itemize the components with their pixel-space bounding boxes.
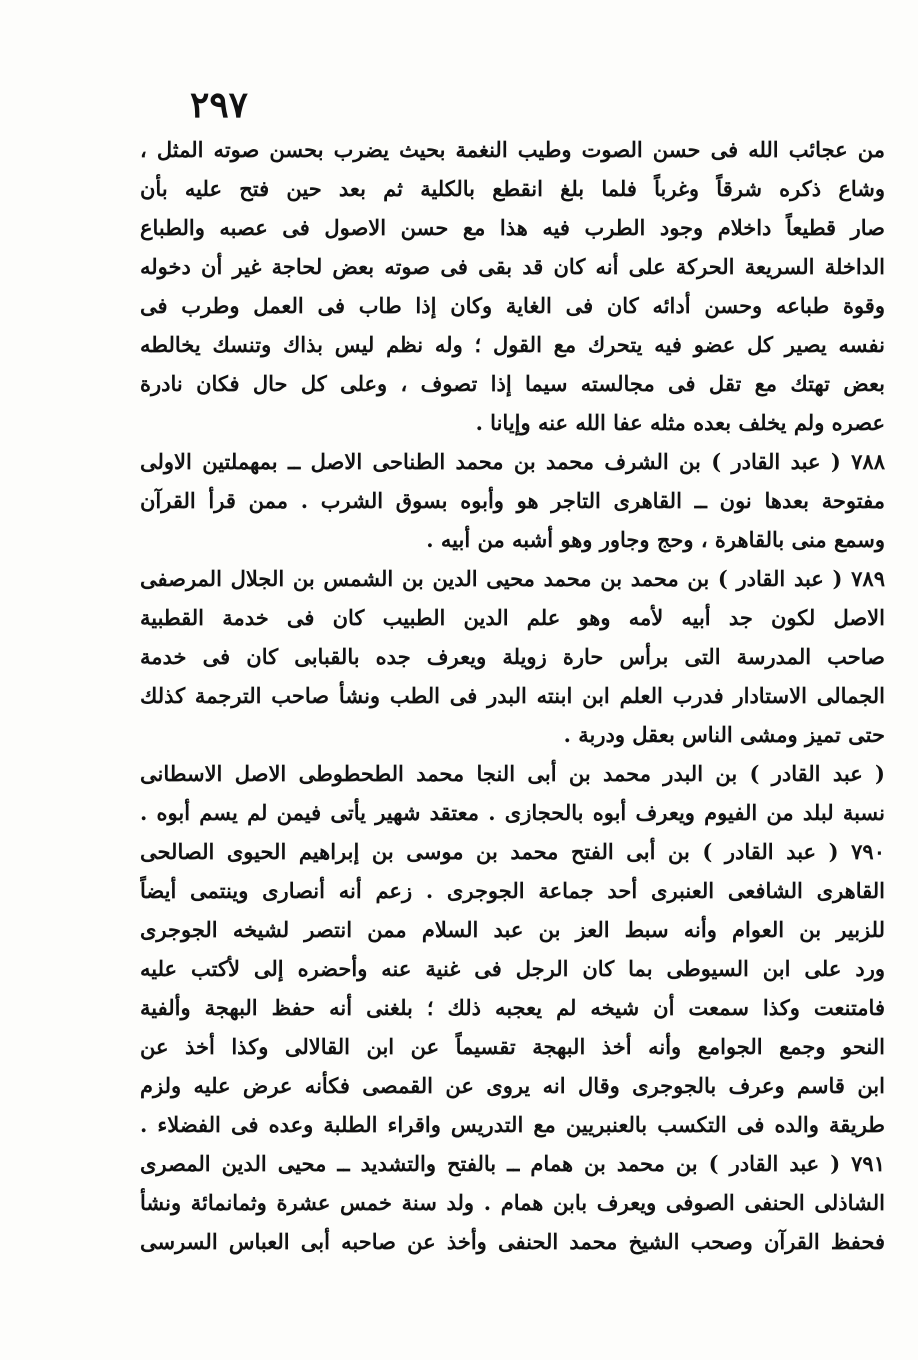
text-line: فحفظ القرآن وصحب الشيخ محمد الحنفى وأخذ عن صاحبه أبى العباس السرسى: [140, 1229, 885, 1254]
entry-790-line: ٧٩٠ ( عبد القادر ) بن أبى الفتح محمد بن موسى بن إبراهيم الحيوى الصالحى: [140, 839, 885, 864]
text-line: وسمع منى بالقاهرة ، وحج وجاور وهو أشبه من أبيه .: [426, 527, 885, 552]
page-number: ٢٩٧: [190, 84, 249, 126]
text-line: الجمالى الاستادار فدرب العلم ابن ابنته البدر فى الطب ونشأ صاحب الترجمة كذلك: [140, 683, 885, 708]
text-line: القاهرى الشافعى العنبرى أحد جماعة الجوجرى . زعم أنه أنصارى وينتمى أيضاً: [140, 878, 885, 903]
entry-unnumbered-line: ( عبد القادر ) بن البدر محمد بن أبى النجا محمد الطحطوطى الاصل الاسطانى: [140, 761, 885, 786]
text-line: النحو وجمع الجوامع وأنه أخذ البهجة تقسيماً عن ابن القالالى وكذا أخذ عن: [140, 1034, 885, 1059]
text-line: طريقة والده فى التكسب بالعنبريين مع التدريس واقراء الطلبة وعده فى الفضلاء .: [140, 1112, 885, 1137]
text-line: للزبير بن العوام وأنه سبط العز بن عبد السلام ممن انتصر لشيخه الجوجرى: [140, 917, 885, 942]
text-line: بعض تهتك مع تقل فى مجالسته سيما إذا تصوف ، وعلى كل حال فكان نادرة: [140, 371, 885, 396]
text-line: نسبة لبلد من الفيوم ويعرف أبوه بالحجازى . معتقد شهير يأتى فيمن لم يسم أبوه .: [140, 800, 885, 825]
text-line: فامتنعت وكذا سمعت أن شيخه لم يعجبه ذلك ؛ بلغنى أنه حفظ البهجة وألفية: [140, 995, 885, 1020]
text-line: صاحب المدرسة التى برأس حارة زويلة ويعرف جده بالقبابى كان فى خدمة: [140, 644, 885, 669]
entry-788-line: ٧٨٨ ( عبد القادر ) بن الشرف محمد بن محمد الطناحى الاصل ــ بمهملتين الاولى: [140, 449, 885, 474]
text-line: ابن قاسم وعرف بالجوجرى وقال انه يروى عن القمصى فكأنه عرض عليه ولزم: [140, 1073, 885, 1098]
text-line: نفسه يصير كل عضو فيه يتحرك مع القول ؛ وله نظم ليس بذاك وتنسك يخالطه: [140, 332, 885, 357]
text-line: الاصل لكون جد أبيه لأمه وهو علم الدين الطبيب كان فى خدمة القطبية: [140, 605, 885, 630]
entry-791-line: ٧٩١ ( عبد القادر ) بن محمد بن همام ــ بالفتح والتشديد ــ محيى الدين المصرى: [140, 1151, 885, 1176]
text-line: مفتوحة بعدها نون ــ القاهرى التاجر هو وأبوه بسوق الشرب . ممن قرأ القرآن: [140, 488, 885, 513]
text-line: وقوة طباعه وحسن أدائه كان فى الغاية وكان إذا طاب فى العمل وطرب فى: [140, 293, 885, 318]
text-line: الداخلة السريعة الحركة على أنه كان قد بقى فى صوته بعض لحاجة غير أن دخوله: [140, 254, 885, 279]
text-line: عصره ولم يخلف بعده مثله عفا الله عنه وإيانا .: [475, 410, 885, 435]
text-line: صار قطيعاً داخلام وجود الطرب فيه هذا مع حسن الاصول فى عصبه والطباع: [140, 215, 885, 240]
text-line: من عجائب الله فى حسن الصوت وطيب النغمة بحيث يضرب بحسن صوته المثل ،: [140, 137, 885, 162]
text-line: وشاع ذكره شرقاً وغرباً فلما بلغ انقطع بالكلية ثم بعد حين فتح عليه بأن: [140, 176, 885, 201]
text-line: حتى تميز ومشى الناس بعقل ودربة .: [563, 722, 885, 747]
text-line: الشاذلى الحنفى الصوفى ويعرف بابن همام . ولد سنة خمس عشرة وثمانمائة ونشأ: [140, 1190, 885, 1215]
entry-789-line: ٧٨٩ ( عبد القادر ) بن محمد بن محمد محيى الدين بن الشمس بن الجلال المرصفى: [140, 566, 885, 591]
body-text: [140, 130, 885, 1261]
text-line: ورد على ابن السيوطى بما كان الرجل فى غنية عنه وأحضره إلى لأكتب عليه: [140, 956, 885, 981]
